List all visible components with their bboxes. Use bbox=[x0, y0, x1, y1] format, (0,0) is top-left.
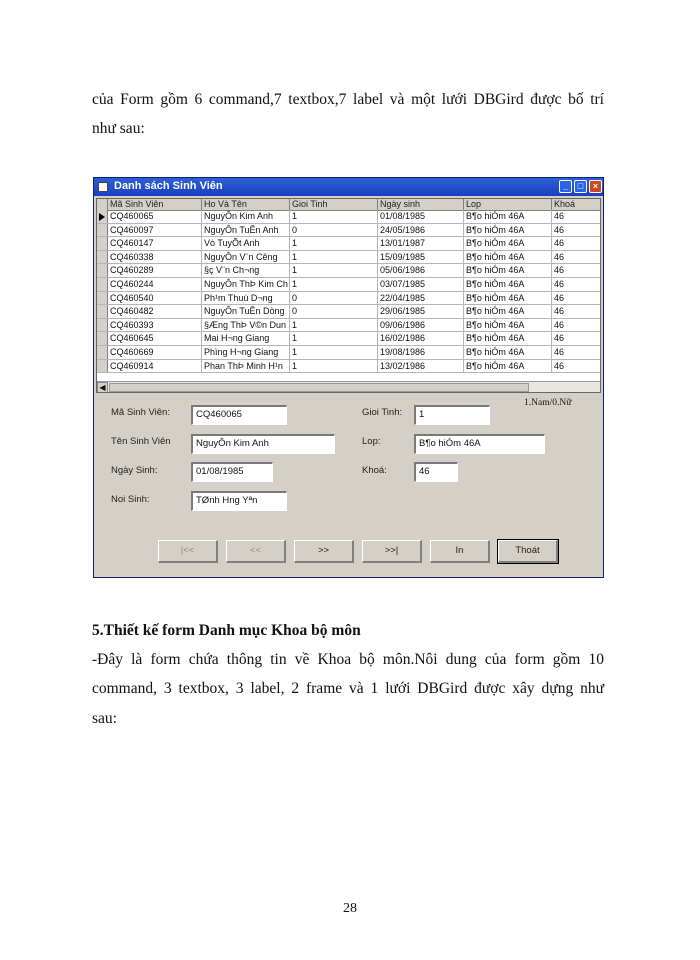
column-header[interactable]: Gioi Tinh bbox=[290, 199, 378, 210]
khoa-input[interactable]: 46 bbox=[414, 462, 458, 482]
table-cell[interactable]: NguyÔn ThÞ Kim Ch bbox=[202, 278, 290, 291]
section-paragraph-line-1: -Đây là form chứa thông tin về Khoa bộ môn.Nôi dung của form gồm 10 bbox=[92, 651, 604, 668]
row-selector[interactable] bbox=[97, 305, 108, 318]
table-cell[interactable]: NguyÔn Kim Anh bbox=[202, 210, 290, 223]
table-cell[interactable]: B¶o hiÓm 46A bbox=[464, 332, 552, 345]
table-cell[interactable]: CQ460393 bbox=[108, 319, 202, 332]
table-row[interactable] bbox=[97, 346, 601, 360]
row-selector[interactable] bbox=[97, 224, 108, 237]
grid-corner bbox=[97, 199, 108, 210]
table-cell[interactable]: 1 bbox=[290, 210, 378, 223]
label-ten-sinh-vien: Tên Sinh Viên bbox=[111, 436, 171, 447]
table-cell[interactable]: 29/06/1985 bbox=[378, 305, 464, 318]
table-cell[interactable]: 13/01/1987 bbox=[378, 237, 464, 250]
table-cell[interactable]: Mai H¬ng Giang bbox=[202, 332, 290, 345]
table-cell[interactable]: 46 bbox=[552, 237, 601, 250]
table-cell[interactable]: NguyÔn TuÊn Anh bbox=[202, 224, 290, 237]
table-cell[interactable]: 46 bbox=[552, 360, 601, 373]
table-cell[interactable]: B¶o hiÓm 46A bbox=[464, 237, 552, 250]
table-cell[interactable]: 0 bbox=[290, 305, 378, 318]
table-cell[interactable]: B¶o hiÓm 46A bbox=[464, 305, 552, 318]
table-row[interactable] bbox=[97, 224, 601, 238]
table-cell[interactable]: 46 bbox=[552, 346, 601, 359]
table-cell[interactable]: NguyÔn V¨n Cêng bbox=[202, 251, 290, 264]
table-cell[interactable]: CQ460338 bbox=[108, 251, 202, 264]
scroll-thumb[interactable] bbox=[109, 383, 529, 392]
label-khoa: Khoá: bbox=[362, 465, 387, 476]
table-cell[interactable]: B¶o hiÓm 46A bbox=[464, 210, 552, 223]
table-row[interactable] bbox=[97, 264, 601, 278]
row-selector[interactable] bbox=[97, 319, 108, 332]
table-cell[interactable]: B¶o hiÓm 46A bbox=[464, 278, 552, 291]
table-cell[interactable]: CQ460065 bbox=[108, 210, 202, 223]
table-cell[interactable]: 46 bbox=[552, 305, 601, 318]
row-selector[interactable] bbox=[97, 278, 108, 291]
table-cell[interactable]: Phan ThÞ Minh H¹n bbox=[202, 360, 290, 373]
row-selector[interactable] bbox=[97, 360, 108, 373]
table-cell[interactable]: 03/07/1985 bbox=[378, 278, 464, 291]
label-ma-sinh-vien: Mã Sinh Viên: bbox=[111, 407, 170, 418]
table-cell[interactable]: 22/04/1985 bbox=[378, 292, 464, 305]
gender-note: 1.Nam/0.Nữ bbox=[524, 398, 572, 408]
window-title-bar bbox=[94, 178, 603, 196]
column-header[interactable]: Ho Và Tên bbox=[202, 199, 290, 210]
label-noi-sinh: Noi Sinh: bbox=[111, 494, 150, 505]
table-cell[interactable]: 46 bbox=[552, 278, 601, 291]
table-row[interactable] bbox=[97, 319, 601, 333]
table-cell[interactable]: B¶o hiÓm 46A bbox=[464, 319, 552, 332]
table-cell[interactable]: Vò TuyÕt Anh bbox=[202, 237, 290, 250]
table-cell[interactable]: 46 bbox=[552, 319, 601, 332]
table-cell[interactable]: 13/02/1986 bbox=[378, 360, 464, 373]
minimize-button[interactable]: _ bbox=[559, 180, 572, 193]
column-header[interactable]: Ngày sinh bbox=[378, 199, 464, 210]
label-ngay-sinh: Ngày Sinh: bbox=[111, 465, 158, 476]
table-cell[interactable]: CQ460645 bbox=[108, 332, 202, 345]
table-cell[interactable]: 46 bbox=[552, 251, 601, 264]
table-cell[interactable]: 1 bbox=[290, 332, 378, 345]
table-cell[interactable]: Phïng H¬ng Giang bbox=[202, 346, 290, 359]
label-lop: Lop: bbox=[362, 436, 381, 447]
intro-line-1: của Form gồm 6 command,7 textbox,7 label và một lưới DBGird được bố trí bbox=[92, 91, 604, 108]
table-cell[interactable]: 01/08/1985 bbox=[378, 210, 464, 223]
table-cell[interactable]: CQ460244 bbox=[108, 278, 202, 291]
table-cell[interactable]: 1 bbox=[290, 360, 378, 373]
section-paragraph-line-3: sau: bbox=[92, 710, 117, 727]
column-header[interactable]: Khoá bbox=[552, 199, 601, 210]
table-cell[interactable]: CQ460289 bbox=[108, 264, 202, 277]
table-cell[interactable]: B¶o hiÓm 46A bbox=[464, 264, 552, 277]
row-selector[interactable] bbox=[97, 237, 108, 250]
row-selector[interactable] bbox=[97, 264, 108, 277]
table-cell[interactable]: B¶o hiÓm 46A bbox=[464, 251, 552, 264]
table-cell[interactable]: 15/09/1985 bbox=[378, 251, 464, 264]
gioi-tinh-input[interactable]: 1 bbox=[414, 405, 490, 425]
row-selector[interactable] bbox=[97, 210, 108, 223]
column-header[interactable]: Mã Sinh Viên bbox=[108, 199, 202, 210]
table-cell[interactable]: B¶o hiÓm 46A bbox=[464, 360, 552, 373]
table-cell[interactable]: §Æng ThÞ V©n Dun bbox=[202, 319, 290, 332]
intro-line-2: như sau: bbox=[92, 120, 145, 137]
label-gioi-tinh: Gioi Tinh: bbox=[362, 407, 403, 418]
ma-sinh-vien-input[interactable]: CQ460065 bbox=[191, 405, 287, 425]
table-cell[interactable]: CQ460914 bbox=[108, 360, 202, 373]
ten-sinh-vien-input[interactable]: NguyÔn Kim Anh bbox=[191, 434, 335, 454]
row-selector[interactable] bbox=[97, 346, 108, 359]
current-row-arrow-icon bbox=[99, 213, 105, 221]
column-header[interactable]: Lop bbox=[464, 199, 552, 210]
window-title: Danh sách Sinh Viên bbox=[114, 180, 223, 192]
table-cell[interactable]: 0 bbox=[290, 224, 378, 237]
close-button[interactable]: × bbox=[589, 180, 602, 193]
table-cell[interactable]: 1 bbox=[290, 251, 378, 264]
table-cell[interactable]: Ph¹m Thuú D¬ng bbox=[202, 292, 290, 305]
table-cell[interactable]: B¶o hiÓm 46A bbox=[464, 224, 552, 237]
horizontal-scrollbar[interactable] bbox=[97, 381, 600, 393]
section-heading: 5.Thiết kế form Danh mục Khoa bộ môn bbox=[92, 622, 361, 639]
print-button[interactable]: In bbox=[430, 540, 490, 563]
table-cell[interactable]: B¶o hiÓm 46A bbox=[464, 292, 552, 305]
first-record-button[interactable]: |<< bbox=[158, 540, 218, 563]
table-cell[interactable]: 1 bbox=[290, 319, 378, 332]
row-selector[interactable] bbox=[97, 332, 108, 345]
table-row[interactable] bbox=[97, 251, 601, 265]
table-row[interactable] bbox=[97, 305, 601, 319]
exit-button[interactable]: Thoát bbox=[498, 540, 558, 563]
table-row[interactable] bbox=[97, 360, 601, 374]
app-icon bbox=[98, 182, 108, 192]
previous-record-button[interactable]: << bbox=[226, 540, 286, 563]
table-cell[interactable]: 46 bbox=[552, 292, 601, 305]
table-cell[interactable]: 09/06/1986 bbox=[378, 319, 464, 332]
scroll-left-icon[interactable]: ◀ bbox=[97, 382, 108, 393]
table-row[interactable] bbox=[97, 292, 601, 306]
section-paragraph-line-2: command, 3 textbox, 3 label, 2 frame và 1 lưới DBGird được xây dựng như bbox=[92, 680, 604, 697]
last-record-button[interactable]: >>| bbox=[362, 540, 422, 563]
students-grid[interactable] bbox=[96, 198, 601, 393]
table-cell[interactable]: 24/05/1986 bbox=[378, 224, 464, 237]
maximize-button[interactable]: □ bbox=[574, 180, 587, 193]
table-cell[interactable]: CQ460147 bbox=[108, 237, 202, 250]
table-row[interactable] bbox=[97, 278, 601, 292]
lop-input[interactable]: B¶o hiÓm 46A bbox=[414, 434, 545, 454]
table-cell[interactable]: 1 bbox=[290, 346, 378, 359]
row-selector[interactable] bbox=[97, 292, 108, 305]
table-cell[interactable]: 46 bbox=[552, 264, 601, 277]
table-cell[interactable]: CQ460482 bbox=[108, 305, 202, 318]
table-cell[interactable]: 05/06/1986 bbox=[378, 264, 464, 277]
table-cell[interactable]: 1 bbox=[290, 264, 378, 277]
noi-sinh-input[interactable]: TØnh Hng Yªn bbox=[191, 491, 287, 511]
table-cell[interactable]: 19/08/1986 bbox=[378, 346, 464, 359]
table-row[interactable] bbox=[97, 332, 601, 346]
student-list-window bbox=[93, 177, 604, 578]
table-cell[interactable]: B¶o hiÓm 46A bbox=[464, 346, 552, 359]
table-cell[interactable]: 46 bbox=[552, 224, 601, 237]
table-cell[interactable]: 46 bbox=[552, 332, 601, 345]
table-cell[interactable]: 1 bbox=[290, 237, 378, 250]
page-number: 28 bbox=[343, 901, 357, 916]
table-cell[interactable]: CQ460540 bbox=[108, 292, 202, 305]
table-cell[interactable]: NguyÔn TuÊn Dòng bbox=[202, 305, 290, 318]
table-row[interactable] bbox=[97, 210, 601, 224]
next-record-button[interactable]: >> bbox=[294, 540, 354, 563]
row-selector[interactable] bbox=[97, 251, 108, 264]
ngay-sinh-input[interactable]: 01/08/1985 bbox=[191, 462, 273, 482]
table-cell[interactable]: §ç V¨n Ch¬ng bbox=[202, 264, 290, 277]
table-cell[interactable]: CQ460669 bbox=[108, 346, 202, 359]
table-cell[interactable]: 46 bbox=[552, 210, 601, 223]
table-cell[interactable]: CQ460097 bbox=[108, 224, 202, 237]
table-cell[interactable]: 0 bbox=[290, 292, 378, 305]
table-cell[interactable]: 16/02/1986 bbox=[378, 332, 464, 345]
table-row[interactable] bbox=[97, 237, 601, 251]
table-cell[interactable]: 1 bbox=[290, 278, 378, 291]
